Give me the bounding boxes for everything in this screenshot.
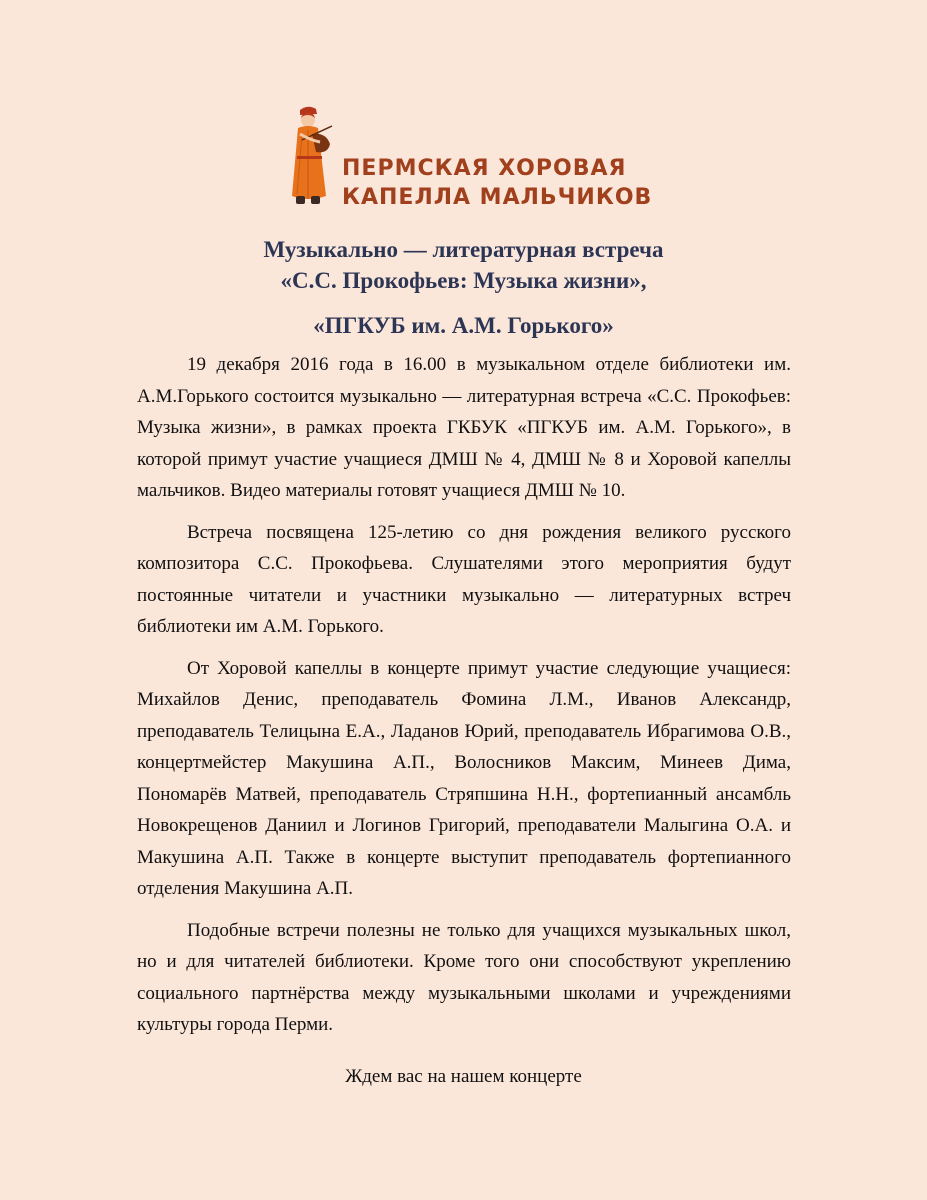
paragraph-2: Встреча посвящена 125-летию со дня рождения великого русского композитора С.С. Прокофьева. Слушателями этого мероприятия будут постоянные читатели и участники музыкально — литературных встреч библиотеки им А.М. Горького. <box>137 521 791 637</box>
closing-line: Ждем вас на нашем концерте <box>345 1066 582 1087</box>
paragraph-3: От Хоровой капеллы в концерте примут участие следующие учащиеся: Михайлов Денис, преподаватель Фомина Л.М., Иванов Александр, преподаватель Телицына Е.А., Ладанов Юрий, преподаватель Ибрагимова О.В., концертмейстер Макушина А.П., Волосников Максим, Минеев Дима, Пономарёв Матвей, преподаватель Стряпшина Н.Н., фортепианный ансамбль Новокрещенов Даниил и Логинов Григорий, преподаватели Малыгина О.А. и Макушина А.П. Также в концерте выступит преподаватель фортепианного отделения Макушина А.П. <box>137 657 791 899</box>
paragraph-4: Подобные встречи полезны не только для учащихся музыкальных школ, но и для читателей библиотеки. Кроме того они способствуют укреплению социального партнёрства между музыкальными школами и учреждениями культуры города Перми. <box>137 919 791 1035</box>
page-title-line-2: «С.С. Прокофьев: Музыка жизни», <box>280 268 647 293</box>
paragraph-1: 19 декабря 2016 года в 16.00 в музыкальном отделе библиотеки им. А.М.Горького состоится музыкально — литературная встреча «С.С. Прокофьев: Музыка жизни», в рамках проекта ГКБУК «ПГКУБ им. А.М. Горького», в которой примут участие учащиеся ДМШ № 4, ДМШ № 8 и Хоровой капеллы мальчиков. Видео материалы готовят учащиеся ДМШ № 10. <box>137 354 791 501</box>
choir-logo <box>286 104 653 214</box>
page-title-line-1: Музыкально — литературная встреча <box>263 237 664 262</box>
logo-line-2: КАПЕЛЛА МАЛЬЧИКОВ <box>342 185 653 210</box>
page-title-line-3: «ПГКУБ им. А.М. Горького» <box>313 313 614 338</box>
boy-chorister-with-gusli-icon <box>286 104 334 209</box>
logo-title <box>342 154 653 212</box>
article-body <box>137 349 791 1051</box>
logo-line-1: ПЕРМСКАЯ ХОРОВАЯ <box>342 156 627 181</box>
